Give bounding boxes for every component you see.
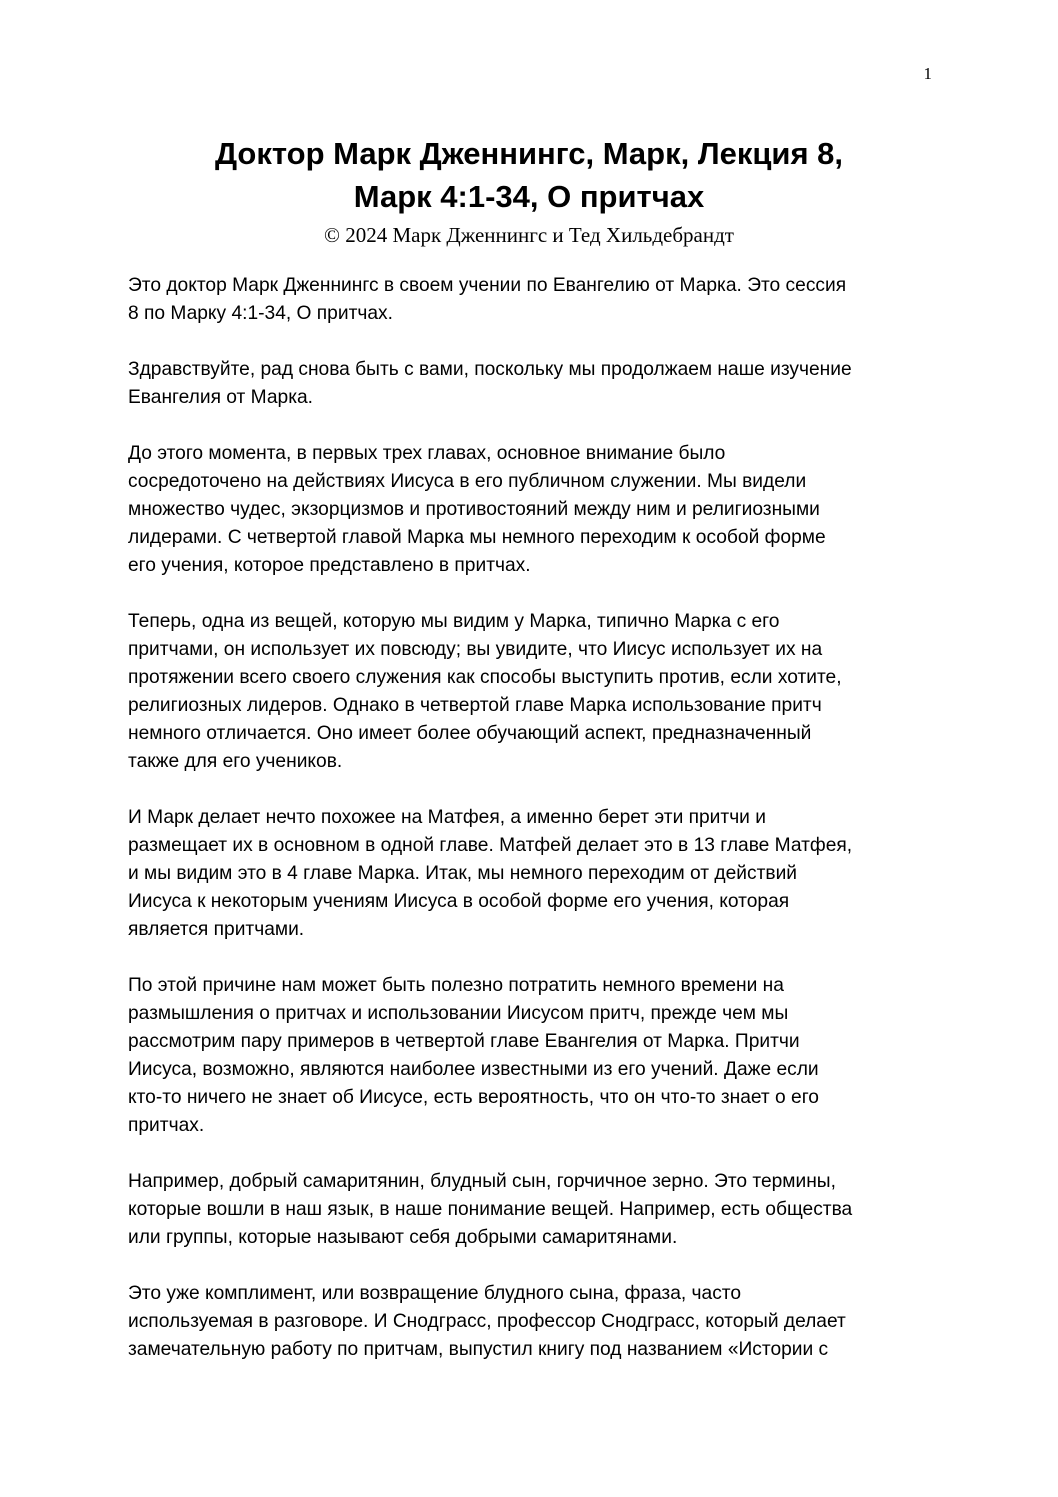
page-number: 1 (923, 64, 932, 83)
text-line: Евангелия от Марка. (128, 387, 314, 408)
text-line: И Марк делает нечто похожее на Матфея, а именно берет эти притчи и (128, 807, 766, 828)
text-line: является притчами. (128, 919, 305, 940)
paragraph (128, 356, 938, 412)
text-line: которые вошли в наш язык, в наше понимание вещей. Например, есть общества (128, 1199, 853, 1220)
text-line: До этого момента, в первых трех главах, основное внимание было (128, 443, 726, 464)
text-line: или группы, которые называют себя добрыми самаритянами. (128, 1227, 678, 1248)
text-line: Иисуса к некоторым учениям Иисуса в особой форме его учения, которая (128, 891, 790, 912)
text-line: размышления о притчах и использовании Иисусом притч, прежде чем мы (128, 1003, 789, 1024)
document-title (0, 132, 1058, 218)
text-line: его учения, которое представлено в притчах. (128, 555, 531, 576)
paragraph (128, 1280, 938, 1364)
text-line: Это доктор Марк Дженнингс в своем учении по Евангелию от Марка. Это сессия (128, 275, 847, 296)
text-line: кто-то ничего не знает об Иисусе, есть вероятность, что он что-то знает о его (128, 1087, 819, 1108)
text-line: замечательную работу по притчам, выпустил книгу под названием «Истории с (128, 1339, 829, 1360)
text-line: немного отличается. Оно имеет более обучающий аспект, предназначенный (128, 723, 812, 744)
text-line: религиозных лидеров. Однако в четвертой главе Марка использование притч (128, 695, 822, 716)
copyright-line: © 2024 Марк Дженнингс и Тед Хильдебрандт (324, 223, 734, 247)
paragraph (128, 272, 938, 328)
text-line: также для его учеников. (128, 751, 343, 772)
title-line-2: Марк 4:1-34, О притчах (353, 179, 705, 214)
text-line: Например, добрый самаритянин, блудный сын, горчичное зерно. Это термины, (128, 1171, 836, 1192)
text-line: Теперь, одна из вещей, которую мы видим у Марка, типично Марка с его (128, 611, 780, 632)
text-line: рассмотрим пару примеров в четвертой главе Евангелия от Марка. Притчи (128, 1031, 800, 1052)
title-line-1: Доктор Марк Дженнингс, Марк, Лекция 8, (214, 136, 844, 171)
paragraph (128, 804, 938, 944)
paragraph (128, 972, 938, 1140)
text-line: притчах. (128, 1115, 205, 1136)
text-line: Это уже комплимент, или возвращение блудного сына, фраза, часто (128, 1283, 742, 1304)
text-line: Здравствуйте, рад снова быть с вами, поскольку мы продолжаем наше изучение (128, 359, 852, 380)
text-line: лидерами. С четвертой главой Марка мы немного переходим к особой форме (128, 527, 826, 548)
text-line: Иисуса, возможно, являются наиболее известными из его учений. Даже если (128, 1059, 819, 1080)
text-line: притчами, он использует их повсюду; вы увидите, что Иисус использует их на (128, 639, 823, 660)
text-line: и мы видим это в 4 главе Марка. Итак, мы немного переходим от действий (128, 863, 798, 884)
text-line: размещает их в основном в одной главе. Матфей делает это в 13 главе Матфея, (128, 835, 853, 856)
text-line: протяжении всего своего служения как способы выступить против, если хотите, (128, 667, 842, 688)
body-text (128, 272, 938, 1392)
text-line: сосредоточено на действиях Иисуса в его публичном служении. Мы видели (128, 471, 807, 492)
paragraph (128, 440, 938, 580)
text-line: множество чудес, экзорцизмов и противостояний между ним и религиозными (128, 499, 820, 520)
text-line: используемая в разговоре. И Снодграсс, профессор Снодграсс, который делает (128, 1311, 846, 1332)
paragraph (128, 608, 938, 776)
text-line: По этой причине нам может быть полезно потратить немного времени на (128, 975, 784, 996)
paragraph (128, 1168, 938, 1252)
text-line: 8 по Марку 4:1-34, О притчах. (128, 303, 393, 324)
